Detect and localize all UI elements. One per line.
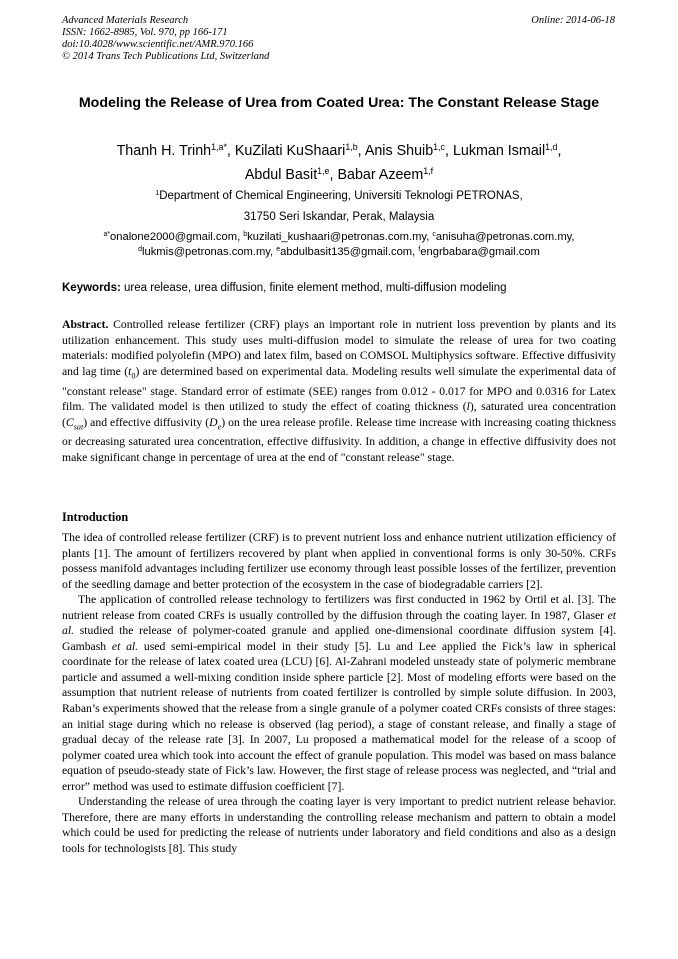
paragraph: The application of controlled release technology to fertilizers was first conducted in 1962 by Ortil et al. [3]. The nutrient release from coated CRFs is usually controlled by the diffusion through the coating layer. In 1987, Glaser et al. studied the release of polymer-coated granule and applied one-dimensional coordinate diffusion system [4]. Gambash et al. used semi-empirical model in their study [5]. Lu and Lee applied the Fick’s law in spherical coordinate for the release of latex coated urea (LCU) [6]. Al-Zahrani modeled unsteady state of polymeric membrane particle and assumed a well-mixing condition inside sphere particle [2]. Most of modeling efforts were based on the assumption that nutrient release of nutrients from coated fertilizer is controlled by simple solute diffusion. In 2003, Raban’s experiments showed that the release from a single granule of a polymer coated CRFs consists of three stages: an initial stage during which no release is observed (lag period), a stage of constant release, and finally a stage of gradual decay of the release rate [3]. In 2007, Lu proposed a mathematical model for the release of a scoop of polymer coated urea which took into account the effect of granule population. This model was based on mass balance equation of pseudo-steady state of Fick’s law. However, the first stage of release process was neglected, and “trial and error” method was used to estimate diffusion coefficient [7]. [62, 593, 616, 793]
abstract: Abstract. Controlled release fertilizer (CRF) plays an important role in nutrient loss prevention by plants and its utilization enhancement. This study uses multi-diffusion model to simulate the release of urea for two coating materials: modified polyolefin (MPO) and latex film, based on COMSOL Multiphysics software. Effective diffusivity and lag time $(t_0)$ are determined based on experimental data. Modeling results well simulate the experimental data of "constant release" stage. Standard error of estimate (SEE) ranges from 0.012 - 0.017 for MPO and 0.0316 for Latex film. The validated model is then utilized to study the effect of coating thickness (l), saturated urea concentration $(C_{sat})$ and effective diffusivity $(D_e)$ on the urea release profile. Release time increase with increasing coating thickness or decreasing saturated urea concentration, effective diffusivity. In addition, a change in effective diffusivity does not make significant change in percentage of urea at the end of "constant release" stage. [62, 318, 617, 465]
paragraph: The idea of controlled release fertilizer (CRF) is to prevent nutrient loss and enhance nutrient utilization efficiency of plants [1]. The amount of fertilizers recovered by plant when applied in conventional forms is only 30-50%. CRFs possess manifold advantages including fertilizer use economy through least possible losses of the fertilizer, prevention of the seedling damage and better protection of the ecosystem in the case of biodegradable carriers [2]. [62, 531, 616, 591]
abstract-label: Abstract. [62, 318, 109, 331]
copyright: © 2014 Trans Tech Publications Ltd, Switzerland [62, 51, 270, 62]
author: Abdul Basit$^{1,e}$ [244, 166, 330, 183]
issn: ISSN: 1662-8985, Vol. 970, pp 166-171 [62, 27, 228, 38]
journal-name: Advanced Materials Research [62, 15, 189, 26]
email-list: $^{a*}$onalone2000@gmail.com, $^b$kuzilati_kushaari@petronas.com.my, $^c$anisuha@petronas.com.my, $^d$lukmis@petronas.com.my, $^e$abdulbasit135@gmail.com, $^f$engrbabara@gmail.com [103, 231, 575, 258]
author: Lukman Ismail$^{1,d}$ [452, 142, 558, 159]
introduction-body [62, 530, 616, 856]
author: Anis Shuib$^{1,c}$ [364, 142, 445, 159]
email-link[interactable]: $^b$kuzilati_kushaari@petronas.com.my [243, 231, 427, 243]
journal-header [62, 15, 269, 63]
paragraph: Understanding the release of urea through the coating layer is very important to predict nutrient release behavior. Therefore, there are many efforts in understanding the controlling release mechanism and pattern to obtain a model which could be used for predicting the release of nutrients under laboratory and field conditions and also as a design tools for technologists [8]. This study [62, 795, 616, 855]
email-link[interactable]: $^{a*}$onalone2000@gmail.com [103, 231, 238, 243]
author: Babar Azeem$^{1,f}$ [337, 166, 434, 183]
email-link[interactable]: $^e$abdulbasit135@gmail.com [276, 246, 413, 258]
author: KuZilati KuShaari$^{1,b}$ [234, 142, 358, 159]
paper-title: Modeling the Release of Urea from Coated Urea: The Constant Release Stage [78, 95, 600, 111]
affiliation: $^1$Department of Chemical Engineering, Universiti Teknologi PETRONAS, 31750 Seri Iskandar, Perak, Malaysia [155, 189, 523, 223]
author-list: Thanh H. Trinh$^{1,a*}$, KuZilati KuShaari$^{1,b}$, Anis Shuib$^{1,c}$, Lukman Ismail$^{1,d}$, Abdul Basit$^{1,e}$, Babar Azeem$^{1,f}$ [116, 142, 562, 183]
online-date: Online: 2014-06-18 [531, 15, 615, 26]
keywords: Keywords: urea release, urea diffusion, finite element method, multi-diffusion modeling [62, 282, 507, 294]
email-link[interactable]: $^d$lukmis@petronas.com.my [138, 246, 271, 258]
section-heading-introduction: Introduction [62, 510, 129, 524]
email-link[interactable]: $^f$engrbabara@gmail.com [418, 246, 540, 258]
doi: doi:10.4028/www.scientific.net/AMR.970.166 [62, 39, 254, 50]
author: Thanh H. Trinh$^{1,a*}$ [116, 142, 227, 159]
email-link[interactable]: $^c$anisuha@petronas.com.my [432, 231, 572, 243]
